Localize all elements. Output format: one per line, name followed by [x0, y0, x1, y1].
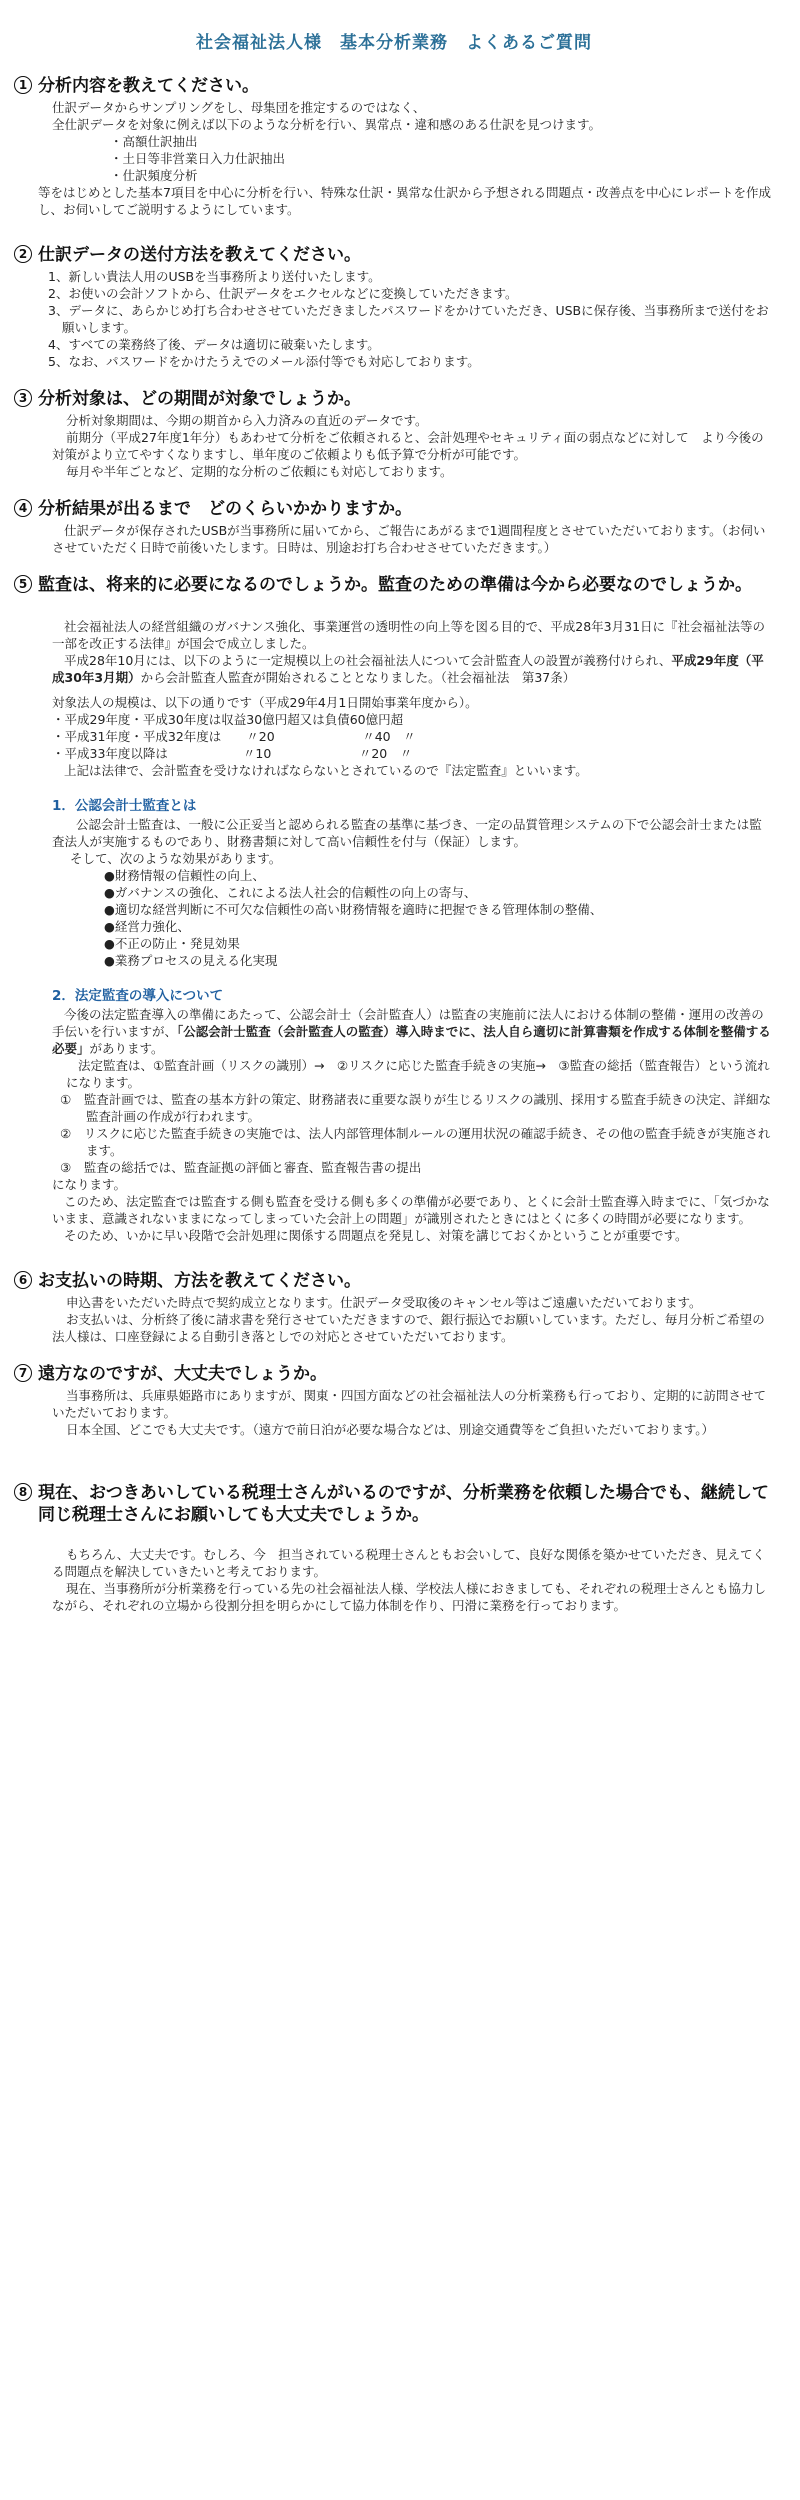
analysis-list	[14, 133, 774, 184]
answer-text: から会計監査人監査が開始されることとなりました。（社会福祉法 第37条）	[140, 670, 576, 685]
faq-item-5	[14, 574, 774, 1244]
circled-number: 2	[14, 245, 32, 263]
list-item: 5、なお、パスワードをかけたうえでのメール添付等でも対応しております。	[48, 354, 480, 369]
list-item: 4、すべての業務終了後、データは適切に破棄いたします。	[48, 337, 380, 352]
scale-line: ・平成33年度以降は 〃10 〃20 〃	[52, 746, 413, 761]
question-heading	[14, 498, 774, 520]
answer-paragraph: そして、次のような効果があります。	[70, 851, 282, 866]
question-text: 仕訳データの送付方法を教えてください。	[38, 245, 361, 265]
answer-paragraph: そのため、いかに早い段階で会計処理に関係する問題点を発見し、対策を講じておくかということが重要です。	[64, 1228, 688, 1243]
faq-item-8	[14, 1482, 774, 1614]
step-item: ② リスクに応じた監査手続きの実施では、法人内部管理体制ルールの運用状況の確認手続き、その他の監査手続きが実施されます。	[60, 1126, 771, 1158]
answer-paragraph: 前期分（平成27年度1年分）もあわせて分析をご依頼されると、会計処理やセキュリティ面の弱点などに対して より今後の対策がより立てやすくなりますし、単年度のご依頼よりも低予算で分析が可能です。	[52, 430, 764, 462]
answer-paragraph: 申込書をいただいた時点で契約成立となります。仕訳データ受取後のキャンセル等はご遠慮いただいております。	[66, 1295, 702, 1310]
question-text: 分析内容を教えてください。	[38, 76, 259, 96]
answer-paragraph: 分析対象期間は、今期の期首から入力済みの直近のデータです。	[66, 413, 428, 428]
answer-paragraph	[14, 652, 774, 686]
answer-paragraph: 仕訳データからサンプリングをし、母集団を推定するのではなく、	[52, 100, 426, 115]
answer-paragraph: 公認会計士監査は、一般に公正妥当と認められる監査の基準に基づき、一定の品質管理システムの下で公認会計士または監査法人が実施するものであり、財務書類に対して高い信頼性を付与（保証）します。	[52, 817, 762, 849]
answer-paragraph: 現在、当事務所が分析業務を行っている先の社会福祉法人様、学校法人様におきましても、それぞれの税理士さんとも協力しながら、それぞれの立場から役割分担を明らかにして協力体制を作り、円滑に業務を行っております。	[52, 1581, 767, 1613]
list-item: 2、お使いの会計ソフトから、仕訳データをエクセルなどに変換していただきます。	[48, 286, 518, 301]
list-item: ●ガバナンスの強化、これによる法人社会的信頼性の向上の寄与、	[104, 885, 477, 900]
question-text: 現在、おつきあいしている税理士さんがいるのですが、分析業務を依頼した場合でも、継続して同じ税理士さんにお願いしても大丈夫でしょうか。	[38, 1483, 769, 1525]
answer-paragraph: 全仕訳データを対象に例えば以下のような分析を行い、異常点・違和感のある仕訳を見つけます。	[52, 117, 602, 132]
list-item: ・土日等非営業日入力仕訳抽出	[110, 151, 286, 166]
list-item: ・高額仕訳抽出	[110, 134, 198, 149]
faq-item-3	[14, 388, 774, 480]
emphasis-text: 平成29年度（平成30年3月期）	[52, 653, 764, 685]
answer-paragraph: 社会福祉法人の経営組織のガバナンス強化、事業運営の透明性の向上等を図る目的で、平成28年3月31日に『社会福祉法等の一部を改正する法律』が国会で成立しました。	[52, 619, 766, 651]
answer-text: になります。	[52, 1177, 127, 1192]
step-item: ③ 監査の総括では、監査証拠の評価と審査、監査報告書の提出	[60, 1160, 422, 1175]
list-item: ●不正の防止・発見効果	[104, 936, 240, 951]
subsection-heading: 1．公認会計士監査とは	[52, 798, 197, 814]
answer-paragraph: このため、法定監査では監査する側も監査を受ける側も多くの準備が必要であり、とくに会計士監査導入時までに、「気づかないまま、意識されないままになってしまっていた会計上の問題」が識別されたときにはとくに多くの時間が必要になります。	[52, 1194, 770, 1226]
page-title: 社会福祉法人様 基本分析業務 よくあるご質問	[196, 33, 592, 53]
circled-number: 6	[14, 1271, 32, 1289]
circled-number: 8	[14, 1483, 32, 1501]
answer-paragraph: 法定監査は、①監査計画（リスクの識別）→ ②リスクに応じた監査手続きの実施→ ③監査の総括（監査報告）という流れになります。	[66, 1058, 770, 1090]
answer-text: があります。	[89, 1041, 164, 1056]
list-item: ●適切な経営判断に不可欠な信頼性の高い財務情報を適時に把握できる管理体制の整備、	[104, 902, 603, 917]
answer-paragraph: 当事務所は、兵庫県姫路市にありますが、関東・四国方面などの社会福祉法人の分析業務も行っており、定期的に訪問させていただいております。	[52, 1388, 767, 1420]
scale-line: ・平成31年度・平成32年度は 〃20 〃40 〃	[52, 729, 416, 744]
faq-item-7	[14, 1363, 774, 1438]
faq-item-4	[14, 498, 774, 556]
circled-number: 1	[14, 76, 32, 94]
question-text: お支払いの時期、方法を教えてください。	[38, 1271, 361, 1291]
question-heading	[14, 1482, 774, 1526]
answer-paragraph: 等をはじめとした基本7項目を中心に分析を行い、特殊な仕訳・異常な仕訳から予想される問題点・改善点を中心にレポートを作成し、お伺いしてご説明するようにしています。	[38, 185, 771, 217]
question-heading	[14, 244, 774, 266]
subsection-heading: 2．法定監査の導入について	[52, 988, 224, 1004]
faq-item-2	[14, 244, 774, 370]
list-item: ●経営力強化、	[104, 919, 190, 934]
step-item: ① 監査計画では、監査の基本方針の策定、財務諸表に重要な誤りが生じるリスクの識別、採用する監査手続きの決定、詳細な監査計画の作成が行われます。	[60, 1092, 771, 1124]
question-heading	[14, 1363, 774, 1385]
list-item: ●財務情報の信頼性の向上、	[104, 868, 265, 883]
question-heading	[14, 574, 774, 596]
circled-number: 5	[14, 575, 32, 593]
answer-paragraph	[14, 1006, 774, 1057]
scale-note: 上記は法律で、会計監査を受けなければならないとされているので『法定監査』といいます。	[64, 763, 588, 778]
circled-number: 7	[14, 1364, 32, 1382]
list-item: 1、新しい貴法人用のUSBを当事務所より送付いたします。	[48, 269, 381, 284]
list-item: ●業務プロセスの見える化実現	[104, 953, 278, 968]
effects-list	[14, 867, 774, 969]
answer-paragraph: 日本全国、どこでも大丈夫です。（遠方で前日泊が必要な場合などは、別途交通費等をご負担いただいております。）	[66, 1422, 715, 1437]
question-text: 分析対象は、どの期間が対象でしょうか。	[38, 389, 361, 409]
answer-paragraph: お支払いは、分析終了後に請求書を発行させていただきますので、銀行振込でお願いしています。ただし、毎月分析ご希望の法人様は、口座登録による自動引き落としでの対応とさせていただいております。	[52, 1312, 765, 1344]
answer-paragraph: 毎月や半年ごとなど、定期的な分析のご依頼にも対応しております。	[66, 464, 453, 479]
circled-number: 4	[14, 499, 32, 517]
question-text: 遠方なのですが、大丈夫でしょうか。	[38, 1364, 327, 1384]
faq-item-1	[14, 75, 774, 218]
answer-text: 今後の法定監査導入の準備にあたって、公認会計士（会計監査人）は監査の実施前に法人における体制の整備・運用の改善の手伝いを行いますが、	[52, 1007, 764, 1039]
list-item: ・仕訳頻度分析	[110, 168, 198, 183]
circled-number: 3	[14, 389, 32, 407]
question-heading	[14, 75, 774, 97]
scale-heading: 対象法人の規模は、以下の通りです（平成29年4月1日開始事業年度から）。	[52, 695, 478, 710]
scale-line: ・平成29年度・平成30年度は収益30億円超又は負債60億円超	[52, 712, 404, 727]
question-text: 監査は、将来的に必要になるのでしょうか。監査のための準備は今から必要なのでしょうか。	[38, 575, 752, 595]
faq-item-6	[14, 1270, 774, 1345]
list-item: 3、データに、あらかじめ打ち合わせさせていただきましたパスワードをかけていただき、USBに保存後、当事務所まで送付をお願いします。	[48, 303, 769, 335]
question-heading	[14, 388, 774, 410]
answer-paragraph: 仕訳データが保存されたUSBが当事務所に届いてから、ご報告にあがるまで1週間程度とさせていただいております。（お伺いさせていただく日時で前後いたします。日時は、別途お打ち合わせさせていただきます。）	[52, 523, 766, 555]
question-text: 分析結果が出るまで どのくらいかかりますか。	[38, 499, 412, 519]
answer-text: 平成28年10月には、以下のように一定規模以上の社会福祉法人について会計監査人の設置が義務付けられ、	[64, 653, 672, 668]
question-heading	[14, 1270, 774, 1292]
answer-paragraph: もちろん、大丈夫です。むしろ、今 担当されている税理士さんともお会いして、良好な関係を築かせていただき、見えてくる問題点を解決していきたいと考えております。	[52, 1547, 766, 1579]
emphasis-text: 「公認会計士監査（会計監査人の監査）導入時までに、法人自ら適切に計算書類を作成する体制を整備する必要」	[52, 1024, 771, 1056]
